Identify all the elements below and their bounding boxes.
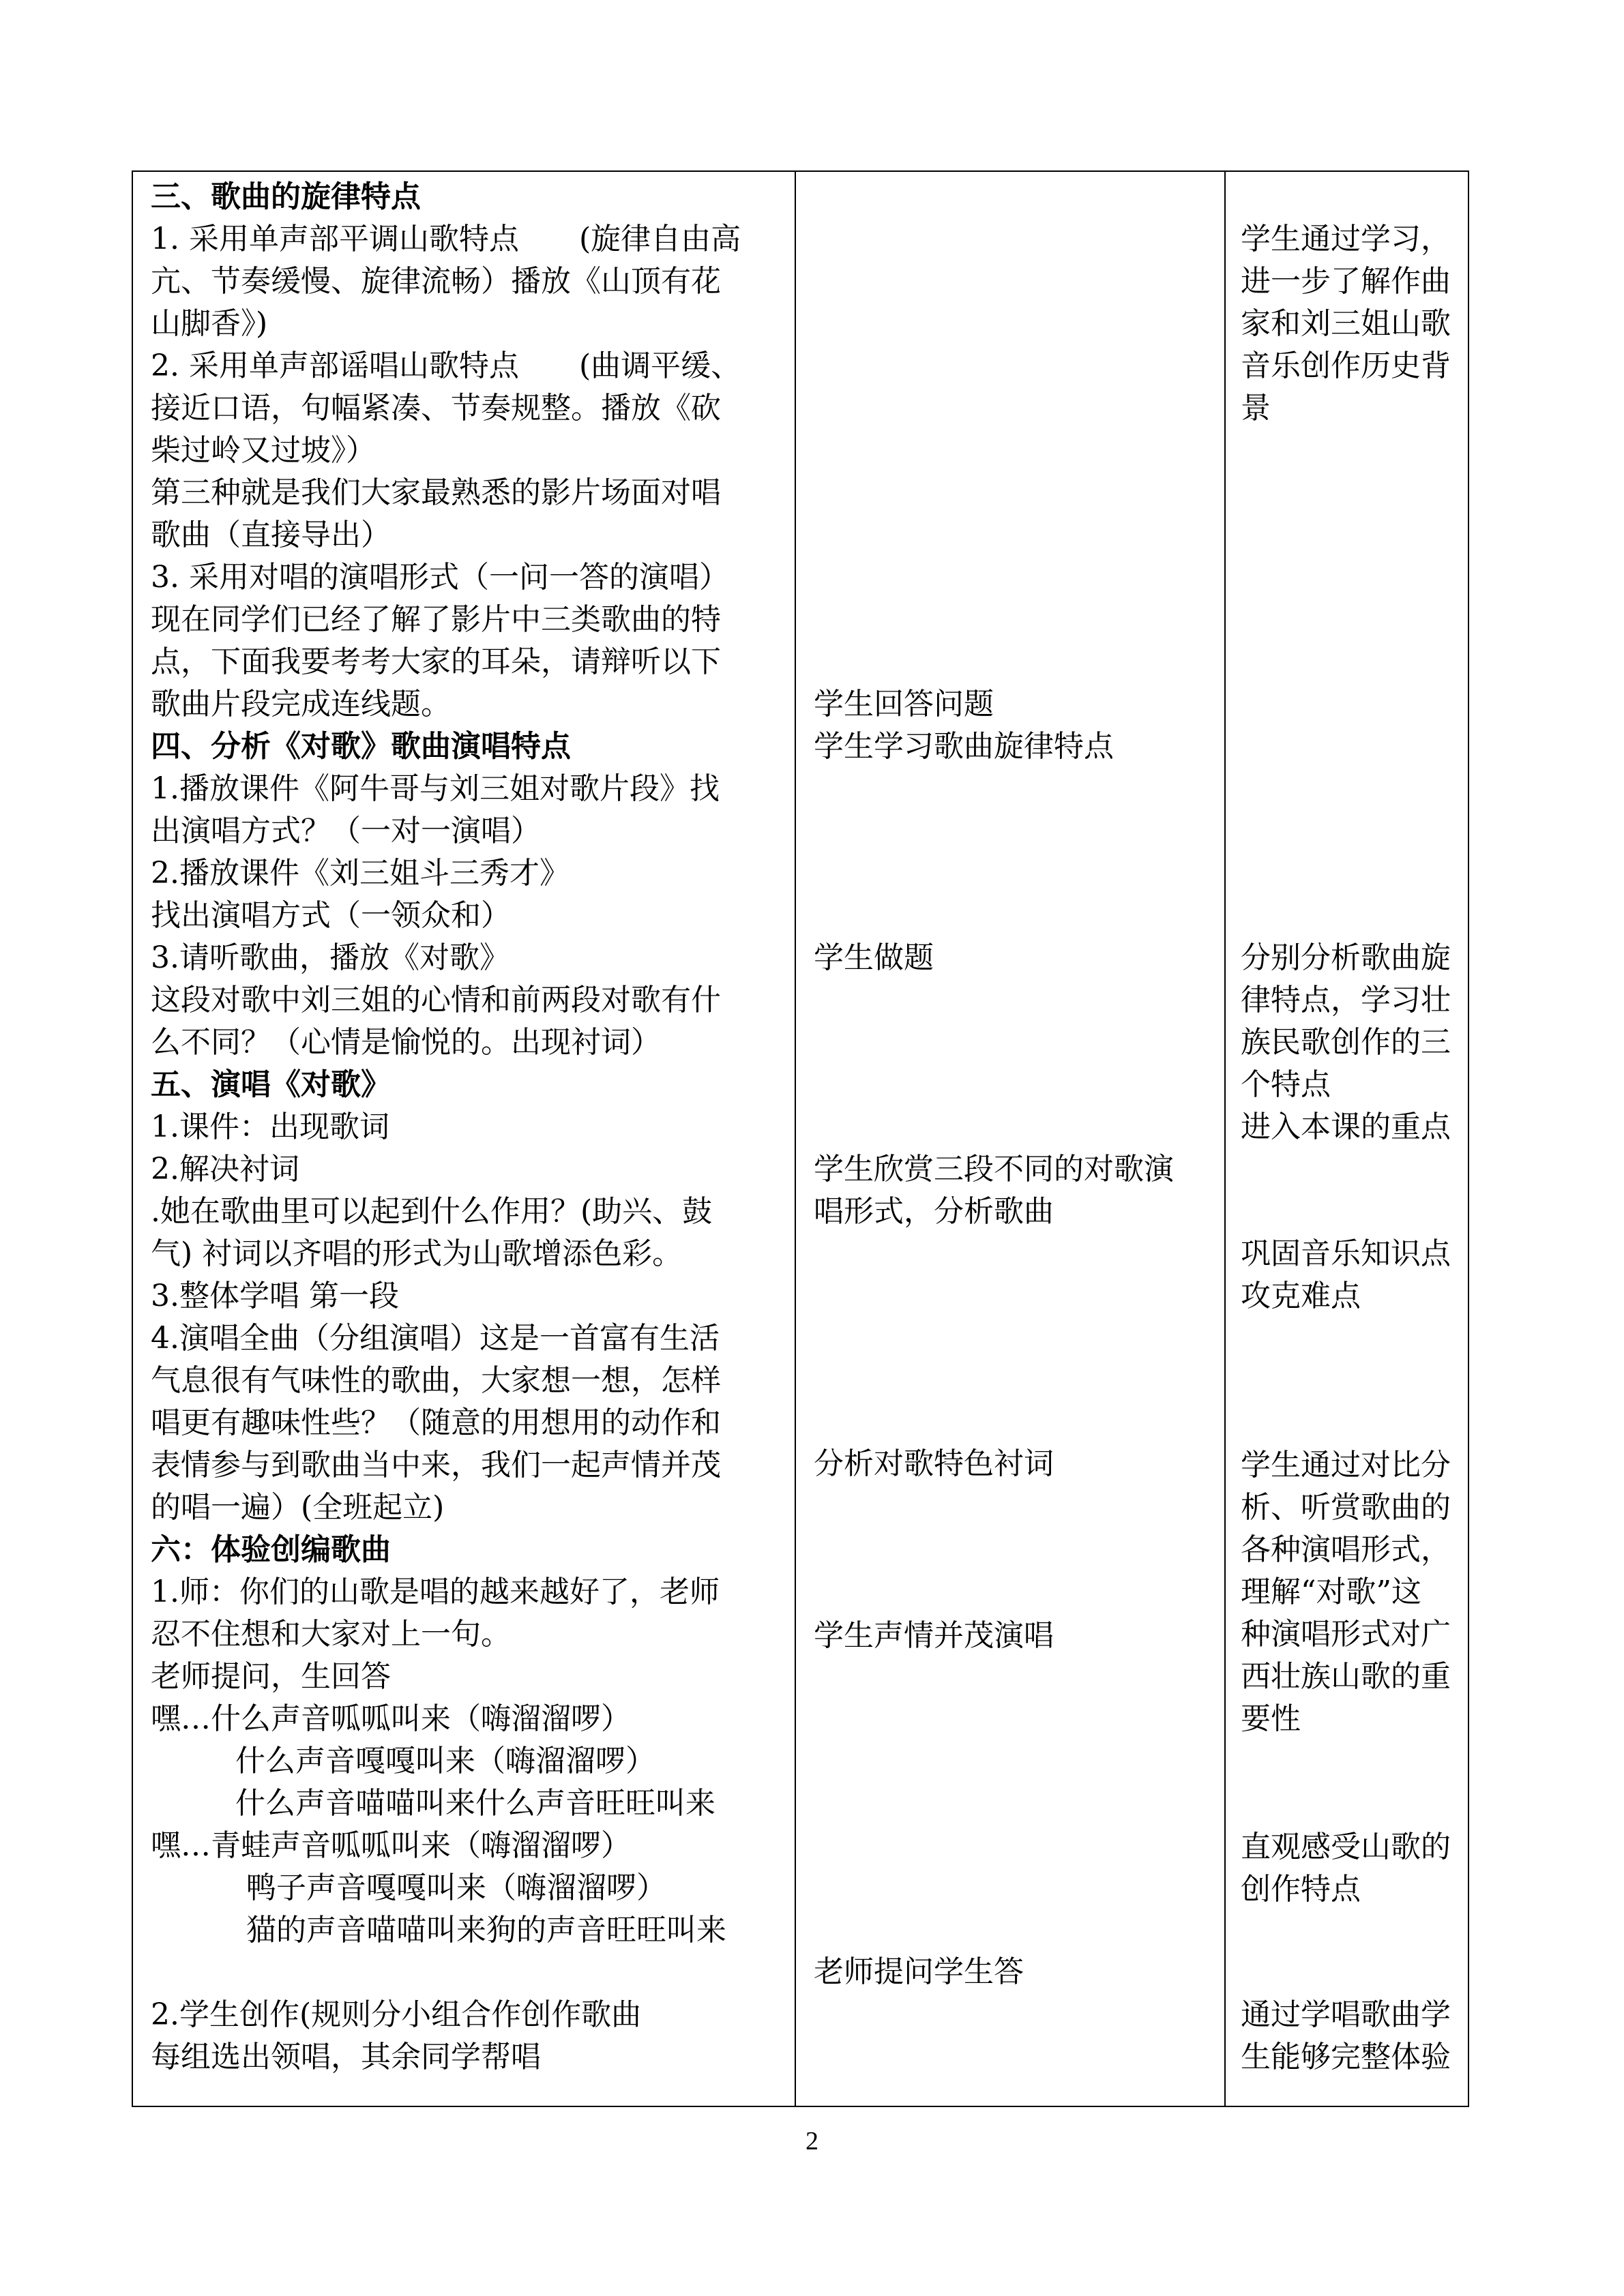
col1-line: 1.播放课件《阿牛哥与刘三姐对歌片段》找 <box>151 771 720 806</box>
col1-line: 找出演唱方式（一领众和） <box>151 898 511 933</box>
col3-line: 家和刘三姐山歌 <box>1241 306 1451 341</box>
col3-line: 律特点，学习壮 <box>1241 983 1451 1017</box>
col3-line: 西壮族山歌的重 <box>1241 1659 1451 1694</box>
col3-line: 种演唱形式对广 <box>1241 1617 1451 1652</box>
col1-line: 2. 采用单声部谣唱山歌特点 (曲调平缓、 <box>151 348 741 383</box>
col1-line: 4.演唱全曲（分组演唱）这是一首富有生活 <box>151 1321 720 1356</box>
col1-line: 亢、节奏缓慢、旋律流畅）播放《山顶有花 <box>151 264 721 299</box>
col1-line: 气) 衬词以齐唱的形式为山歌增添色彩。 <box>151 1236 683 1271</box>
col3-line: 创作特点 <box>1241 1872 1361 1907</box>
col1-line: 嘿…什么声音呱呱叫来（嗨溜溜啰） <box>151 1701 631 1736</box>
col1-line: 现在同学们已经了解了影片中三类歌曲的特 <box>151 602 721 637</box>
col1-line: 3.整体学唱 第一段 <box>151 1279 399 1313</box>
col2-line: 学生学习歌曲旋律特点 <box>814 729 1114 764</box>
col3-line: 音乐创作历史背 <box>1241 348 1451 383</box>
col1-line: 每组选出领唱，其余同学帮唱 <box>151 2040 541 2074</box>
col1-line: .她在歌曲里可以起到什么作用？(助兴、鼓 <box>151 1194 713 1229</box>
col3-line: 析、听赏歌曲的 <box>1241 1490 1451 1525</box>
col2-line: 学生声情并茂演唱 <box>814 1618 1054 1653</box>
col1-line: 唱更有趣味性些？（随意的用想用的动作和 <box>151 1405 721 1440</box>
col3-line: 通过学唱歌曲学 <box>1241 1997 1451 2032</box>
col1-line: 1. 采用单声部平调山歌特点 (旋律自由高 <box>151 222 741 256</box>
col3-line: 直观感受山歌的 <box>1241 1830 1451 1864</box>
col3-line: 分别分析歌曲旋 <box>1241 940 1451 975</box>
col2-line: 唱形式，分析歌曲 <box>814 1194 1054 1229</box>
col1-line: 2.学生创作(规则分小组合作创作歌曲 <box>151 1997 642 2032</box>
col1-line: 表情参与到歌曲当中来，我们一起声情并茂 <box>151 1448 721 1482</box>
col1-line: 出演唱方式？（一对一演唱） <box>151 814 541 848</box>
col2-line: 学生回答问题 <box>814 687 994 721</box>
col3-line: 巩固音乐知识点 <box>1241 1236 1451 1271</box>
col3-line: 攻克难点 <box>1241 1279 1361 1313</box>
col1-line: 三、歌曲的旋律特点 <box>151 179 421 214</box>
col1-line: 什么声音喵喵叫来什么声音旺旺叫来 <box>235 1786 715 1821</box>
col3-line: 进一步了解作曲 <box>1241 264 1451 299</box>
col1-line: 柴过岭又过坡》） <box>151 433 376 468</box>
col2-line: 分析对歌特色衬词 <box>814 1446 1054 1481</box>
col1-line: 忍不住想和大家对上一句。 <box>151 1617 511 1652</box>
page-number: 2 <box>806 2127 818 2156</box>
col1-line: 歌曲片段完成连线题。 <box>151 687 451 721</box>
table-row <box>132 171 1468 2106</box>
col3-line: 个特点 <box>1241 1067 1331 1102</box>
col3-line: 各种演唱形式， <box>1241 1532 1451 1567</box>
student-activity-cell <box>795 171 1225 2106</box>
col1-line: 山脚香》) <box>151 306 268 341</box>
col1-line: 什么声音嘎嘎叫来（嗨溜溜啰） <box>235 1744 655 1778</box>
col1-line: 2.解决衬词 <box>151 1152 299 1187</box>
col1-line: 五、演唱《对歌》 <box>151 1067 391 1102</box>
col3-line: 族民歌创作的三 <box>1241 1025 1451 1060</box>
col1-line: 3. 采用对唱的演唱形式（一问一答的演唱） <box>151 560 729 595</box>
col1-line: 歌曲（直接导出） <box>151 518 391 552</box>
col1-line: 四、分析《对歌》歌曲演唱特点 <box>151 729 571 764</box>
col3-line: 景 <box>1241 391 1271 426</box>
col1-line: 么不同？（心情是愉悦的。出现衬词） <box>151 1025 661 1060</box>
col1-line: 六：体验创编歌曲 <box>151 1532 391 1567</box>
col1-line: 气息很有气味性的歌曲，大家想一想，怎样 <box>151 1363 721 1398</box>
col3-line: 生能够完整体验 <box>1241 2040 1451 2074</box>
col1-line: 老师提问，生回答 <box>151 1659 391 1694</box>
col3-line: 理解“对歌”这 <box>1241 1575 1421 1609</box>
col1-line: 1.师：你们的山歌是唱的越来越好了，老师 <box>151 1575 720 1609</box>
col1-line: 接近口语，句幅紧凑、节奏规整。播放《砍 <box>151 391 721 426</box>
col1-line: 鸭子声音嘎嘎叫来（嗨溜溜啰） <box>246 1870 666 1905</box>
col1-line: 这段对歌中刘三姐的心情和前两段对歌有什 <box>151 983 721 1017</box>
teaching-content-cell <box>132 171 795 2106</box>
col1-line: 猫的声音喵喵叫来狗的声音旺旺叫来 <box>246 1913 726 1948</box>
col1-line: 1.课件：出现歌词 <box>151 1109 389 1144</box>
col1-line: 点，下面我要考考大家的耳朵，请辩听以下 <box>151 644 721 679</box>
col1-line: 第三种就是我们大家最熟悉的影片场面对唱 <box>151 475 721 510</box>
col3-line: 要性 <box>1241 1701 1301 1736</box>
col2-line: 学生欣赏三段不同的对歌演 <box>814 1152 1174 1187</box>
col3-line: 学生通过对比分 <box>1241 1448 1451 1482</box>
col1-line: 的唱一遍）(全班起立) <box>151 1490 445 1525</box>
col2-line: 老师提问学生答 <box>814 1954 1024 1989</box>
col1-line: 3.请听歌曲，播放《对歌》 <box>151 940 510 975</box>
col1-line: 嘿…青蛙声音呱呱叫来（嗨溜溜啰） <box>151 1828 631 1863</box>
design-intent-cell <box>1225 171 1468 2106</box>
col3-line: 进入本课的重点 <box>1241 1109 1451 1144</box>
col1-line: 2.播放课件《刘三姐斗三秀才》 <box>151 856 570 891</box>
col2-line: 学生做题 <box>814 940 934 975</box>
lesson-plan-table <box>132 170 1469 2107</box>
col3-line: 学生通过学习， <box>1241 222 1451 256</box>
